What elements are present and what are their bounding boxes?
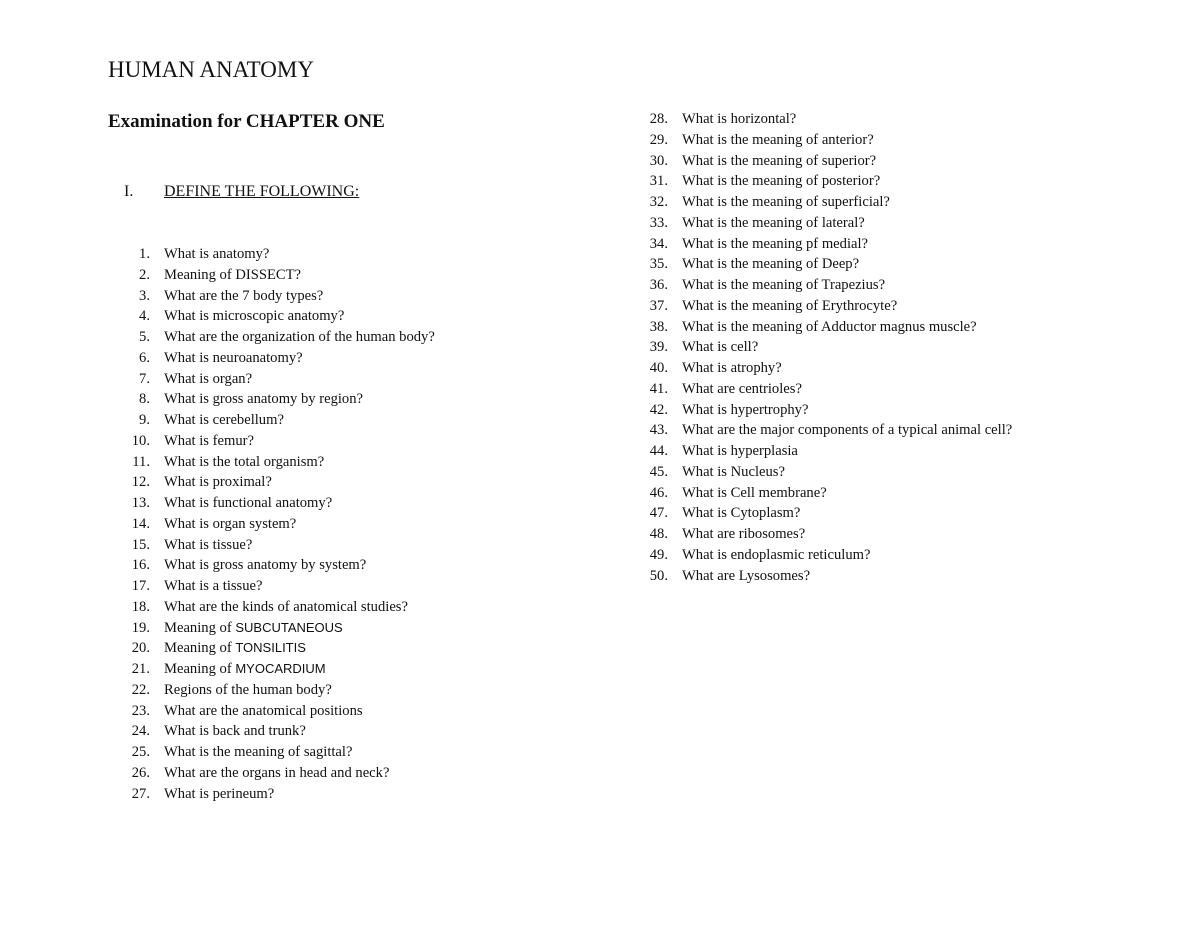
question-number: 1. <box>139 246 150 262</box>
question-text <box>682 420 1012 441</box>
question-text <box>164 369 252 390</box>
question-number: 18. <box>131 598 150 615</box>
question-item <box>120 389 435 410</box>
question-text <box>682 337 758 358</box>
section-heading <box>124 182 359 202</box>
question-text-main: What is perineum? <box>164 785 275 802</box>
question-text <box>682 254 859 275</box>
question-number: 47. <box>649 505 668 522</box>
question-text-main: What is the meaning of sagittal? <box>164 744 353 760</box>
question-text-main: Meaning of <box>164 661 236 677</box>
question-item <box>638 337 1012 358</box>
question-number: 2. <box>139 266 150 283</box>
question-number: 37. <box>649 297 668 314</box>
question-item <box>120 286 435 307</box>
question-text <box>682 545 870 566</box>
question-number: 12. <box>131 474 150 491</box>
question-text-main: What is neuroanatomy? <box>164 349 303 366</box>
question-number: 50. <box>649 567 668 584</box>
question-item <box>120 265 435 286</box>
question-number: 25. <box>131 744 150 760</box>
question-text-main: What is functional anatomy? <box>164 495 333 511</box>
question-item <box>120 659 435 680</box>
question-item <box>120 514 435 535</box>
question-term: MYOCARDIUM <box>235 661 326 676</box>
question-number: 27. <box>131 785 150 802</box>
question-text-main: What is hyperplasia <box>682 443 798 459</box>
question-text-main: Meaning of <box>164 640 236 657</box>
question-text-main: What is the meaning of Erythrocyte? <box>682 297 898 314</box>
question-number: 8. <box>139 391 150 408</box>
section-numeral: I. <box>124 183 134 200</box>
question-text-main: What is organ system? <box>164 515 297 532</box>
question-item <box>638 192 1012 213</box>
question-text <box>164 265 301 286</box>
question-text-main: What are the anatomical positions <box>164 702 363 719</box>
question-item <box>120 576 435 597</box>
question-text-main: What is anatomy? <box>164 246 270 262</box>
question-item <box>638 317 1012 338</box>
question-text-main: Regions of the human body? <box>164 681 332 698</box>
question-number: 6. <box>139 349 150 366</box>
question-number: 43. <box>649 422 668 439</box>
question-text <box>164 576 262 597</box>
question-text <box>164 555 366 576</box>
question-number: 19. <box>131 619 150 636</box>
question-text <box>164 659 326 680</box>
question-number: 39. <box>649 339 668 356</box>
question-item <box>638 109 1012 130</box>
question-text <box>164 472 272 493</box>
question-item <box>638 171 1012 192</box>
question-text <box>164 535 252 556</box>
question-number: 13. <box>131 495 150 511</box>
document-title: HUMAN ANATOMY <box>108 57 314 82</box>
question-text-main: What is the meaning of lateral? <box>682 214 865 231</box>
question-number: 48. <box>649 526 668 542</box>
question-item <box>638 234 1012 255</box>
question-item <box>120 244 435 265</box>
question-text <box>682 130 874 151</box>
question-item <box>120 638 435 659</box>
question-text-main: What are centrioles? <box>682 380 802 397</box>
question-text-main: What is the meaning of posterior? <box>682 173 881 190</box>
question-item <box>638 213 1012 234</box>
question-text <box>682 109 796 130</box>
question-number: 40. <box>649 360 668 376</box>
question-item <box>638 130 1012 151</box>
question-number: 22. <box>131 681 150 698</box>
exam-title: Examination for CHAPTER ONE <box>108 111 385 132</box>
question-text-main: What is back and trunk? <box>164 723 306 740</box>
question-item <box>120 597 435 618</box>
question-text-main: What are the 7 body types? <box>164 287 324 304</box>
question-item <box>638 296 1012 317</box>
question-text <box>164 701 363 722</box>
question-number: 38. <box>649 318 668 335</box>
question-text <box>682 317 977 338</box>
question-text <box>682 151 876 172</box>
question-number: 24. <box>131 723 150 740</box>
question-number: 17. <box>131 578 150 594</box>
question-number: 10. <box>131 432 150 449</box>
question-number: 44. <box>649 443 668 459</box>
question-text <box>164 410 284 431</box>
question-item <box>638 379 1012 400</box>
question-item <box>120 721 435 742</box>
question-text <box>164 742 352 763</box>
question-text <box>164 638 306 659</box>
question-item <box>120 701 435 722</box>
question-text <box>682 524 805 545</box>
question-text <box>682 379 802 400</box>
question-text-main: What is organ? <box>164 370 253 387</box>
question-text-main: What is endoplasmic reticulum? <box>682 546 871 563</box>
question-text <box>682 171 880 192</box>
question-list-left <box>120 244 435 804</box>
question-text <box>682 296 897 317</box>
question-item <box>120 306 435 327</box>
question-text <box>164 348 303 369</box>
question-text <box>682 503 800 524</box>
question-number: 42. <box>649 401 668 418</box>
question-item <box>120 535 435 556</box>
question-item <box>638 441 1012 462</box>
question-text <box>164 452 324 473</box>
question-text-main: What is hypertrophy? <box>682 401 809 418</box>
question-item <box>120 348 435 369</box>
question-text-main: What is a tissue? <box>164 578 263 594</box>
question-text-main: What is the total organism? <box>164 453 325 470</box>
section-heading-text: DEFINE THE FOLLOWING: <box>164 183 360 200</box>
question-item <box>638 151 1012 172</box>
question-text <box>682 462 785 483</box>
question-number: 16. <box>131 557 150 574</box>
question-text-main: Meaning of <box>164 619 236 636</box>
question-text <box>164 763 389 784</box>
question-number: 20. <box>131 640 150 657</box>
question-text <box>682 400 808 421</box>
question-number: 30. <box>649 152 668 169</box>
question-item <box>120 555 435 576</box>
question-number: 11. <box>132 453 150 470</box>
question-text-main: What is femur? <box>164 432 254 449</box>
question-item <box>638 524 1012 545</box>
question-number: 49. <box>649 546 668 563</box>
question-item <box>638 358 1012 379</box>
question-item <box>638 400 1012 421</box>
question-item <box>120 618 435 639</box>
question-number: 4. <box>139 308 150 325</box>
question-number: 5. <box>139 329 150 345</box>
question-text <box>164 680 332 701</box>
question-text-main: What is the meaning of anterior? <box>682 131 874 148</box>
question-text <box>164 721 306 742</box>
question-text <box>164 597 408 618</box>
question-item <box>638 545 1012 566</box>
question-item <box>638 566 1012 587</box>
question-text <box>164 431 254 452</box>
question-item <box>120 452 435 473</box>
question-list-right <box>638 109 1012 586</box>
question-number: 33. <box>649 214 668 231</box>
question-term: SUBCUTANEOUS <box>235 619 343 635</box>
question-text-main: What is atrophy? <box>682 360 782 376</box>
question-text <box>164 327 435 348</box>
question-number: 32. <box>649 194 668 210</box>
question-item <box>120 742 435 763</box>
question-text <box>682 213 865 234</box>
question-text <box>164 306 344 327</box>
question-item <box>120 327 435 348</box>
question-item <box>638 483 1012 504</box>
question-item <box>638 420 1012 441</box>
question-text-main: What is the meaning of Deep? <box>682 256 860 273</box>
question-number: 31. <box>649 173 668 190</box>
question-text-main: What is the meaning of superior? <box>682 152 877 169</box>
question-number: 7. <box>139 370 150 387</box>
question-text <box>164 389 363 410</box>
question-number: 29. <box>649 131 668 148</box>
question-text <box>164 618 343 639</box>
question-item <box>120 472 435 493</box>
question-text-main: What is proximal? <box>164 474 272 491</box>
question-text-main: What are Lysosomes? <box>682 567 811 584</box>
question-item <box>638 275 1012 296</box>
question-number: 46. <box>649 484 668 501</box>
question-item <box>120 369 435 390</box>
question-text-main: What is the meaning of Trapezius? <box>682 277 886 293</box>
question-text-main: What is the meaning of Adductor magnus muscle? <box>682 318 977 335</box>
question-number: 35. <box>649 256 668 273</box>
question-text-main: What are the major components of a typical animal cell? <box>682 422 1013 439</box>
question-text-main: What is gross anatomy by region? <box>164 391 363 408</box>
question-text <box>682 275 885 296</box>
question-number: 9. <box>139 412 150 428</box>
question-item <box>120 493 435 514</box>
question-item <box>120 763 435 784</box>
question-number: 23. <box>131 702 150 719</box>
question-text <box>682 483 827 504</box>
question-text-main: What are the kinds of anatomical studies? <box>164 598 408 615</box>
question-number: 45. <box>649 463 668 480</box>
question-text <box>682 192 890 213</box>
question-text-main: What is Nucleus? <box>682 463 785 480</box>
question-number: 15. <box>131 536 150 553</box>
question-item <box>638 462 1012 483</box>
question-item <box>120 431 435 452</box>
question-text <box>682 358 782 379</box>
question-item <box>120 680 435 701</box>
question-number: 36. <box>649 277 668 293</box>
question-text-main: What is microscopic anatomy? <box>164 308 345 325</box>
question-text-main: What are the organs in head and neck? <box>164 764 390 781</box>
question-text-main: What is the meaning pf medial? <box>682 235 869 252</box>
question-number: 34. <box>649 235 668 252</box>
question-text <box>164 493 332 514</box>
question-number: 14. <box>131 515 150 532</box>
question-text-main: What are ribosomes? <box>682 526 806 542</box>
question-number: 28. <box>649 111 668 127</box>
question-text-main: What is cerebellum? <box>164 412 284 428</box>
question-text-main: What is Cytoplasm? <box>682 505 801 522</box>
question-text-main: What is Cell membrane? <box>682 484 827 501</box>
question-text-main: What is horizontal? <box>682 111 797 127</box>
question-text-main: What is cell? <box>682 339 759 356</box>
question-number: 41. <box>649 380 668 397</box>
question-text <box>682 234 868 255</box>
question-text-main: What is gross anatomy by system? <box>164 557 367 574</box>
question-item <box>638 503 1012 524</box>
question-text <box>164 784 274 805</box>
question-term: TONSILITIS <box>235 640 306 656</box>
question-item <box>638 254 1012 275</box>
question-number: 26. <box>131 764 150 781</box>
question-text <box>164 244 269 265</box>
question-text <box>682 441 798 462</box>
question-number: 3. <box>139 287 150 304</box>
question-number: 21. <box>131 661 150 677</box>
question-text <box>164 514 296 535</box>
question-text-main: Meaning of DISSECT? <box>164 266 302 283</box>
question-text <box>682 566 810 587</box>
question-item <box>120 410 435 431</box>
question-text <box>164 286 323 307</box>
question-item <box>120 784 435 805</box>
question-text-main: What are the organization of the human body? <box>164 329 435 345</box>
question-text-main: What is tissue? <box>164 536 253 553</box>
question-text-main: What is the meaning of superficial? <box>682 194 890 210</box>
